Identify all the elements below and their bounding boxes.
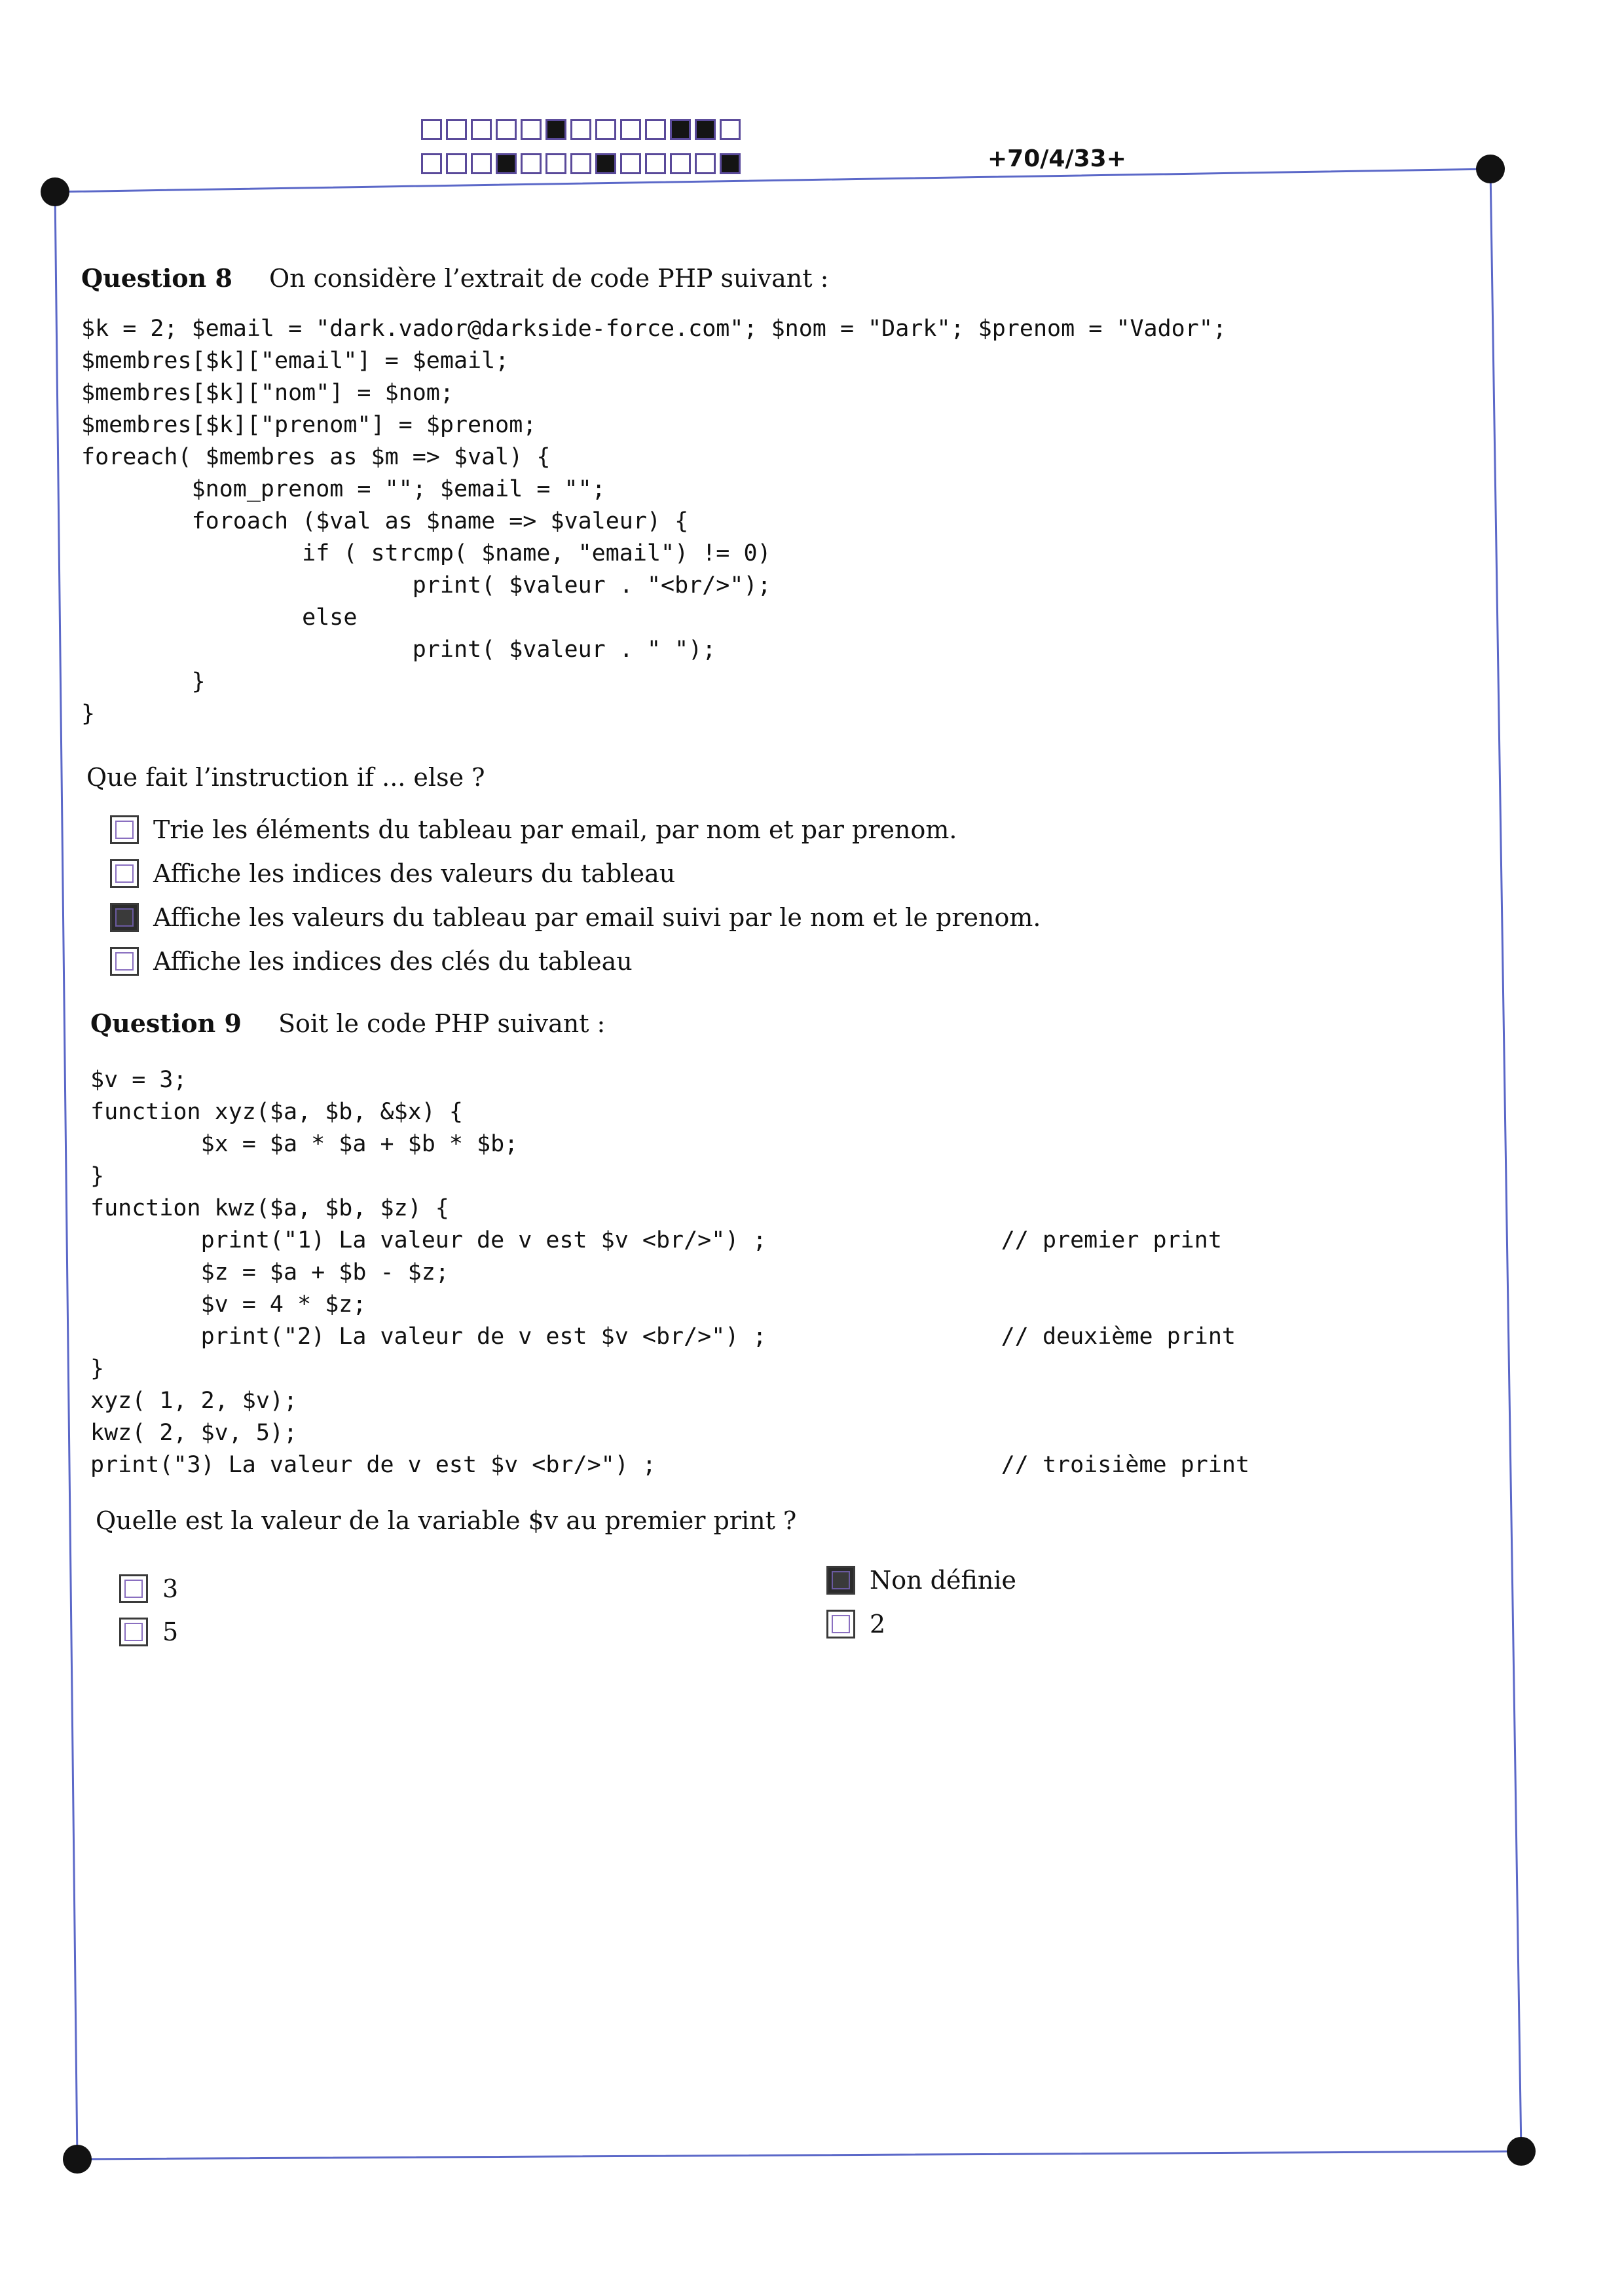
barcode-cell-empty: [695, 153, 716, 174]
checkbox[interactable]: [119, 1574, 148, 1603]
barcode-cell-filled: [595, 153, 616, 174]
q8-answer-4[interactable]: [110, 947, 633, 976]
q9-answer-3[interactable]: [826, 1566, 1016, 1595]
barcode-cell-empty: [570, 153, 591, 174]
q9-answer-4[interactable]: [826, 1610, 885, 1639]
barcode-cell-filled: [496, 153, 517, 174]
question-intro: Soit le code PHP suivant :: [278, 1009, 606, 1038]
answer-label: Affiche les indices des valeurs du tableau: [153, 859, 676, 888]
checkbox[interactable]: [119, 1618, 148, 1646]
checkbox-checked[interactable]: [110, 903, 139, 932]
corner-mark-top-right: [1476, 155, 1505, 183]
barcode-cell-empty: [446, 119, 467, 140]
barcode-cell-filled: [670, 119, 691, 140]
q8-answer-3[interactable]: [110, 903, 1041, 932]
barcode-cell-empty: [496, 119, 517, 140]
barcode-cell-empty: [645, 119, 666, 140]
barcode-cell-empty: [421, 119, 442, 140]
checkbox[interactable]: [110, 947, 139, 976]
barcode-cell-filled: [695, 119, 716, 140]
barcode-cell-empty: [521, 153, 542, 174]
answer-label: Non définie: [870, 1566, 1016, 1595]
question-9-prompt: Quelle est la valeur de la variable $v au premier print ?: [96, 1506, 797, 1535]
checkbox[interactable]: [826, 1610, 855, 1639]
barcode-cell-empty: [545, 153, 566, 174]
barcode-cell-empty: [595, 119, 616, 140]
answer-label: Affiche les indices des clés du tableau: [153, 947, 633, 976]
question-intro: On considère l’extrait de code PHP suivant :: [268, 264, 829, 293]
barcode-row-2: [421, 153, 741, 174]
answer-label: 5: [162, 1618, 179, 1646]
barcode-cell-empty: [446, 153, 467, 174]
checkbox[interactable]: [110, 815, 139, 844]
corner-mark-bottom-right: [1507, 2137, 1536, 2166]
q9-answer-2[interactable]: [119, 1618, 178, 1646]
corner-mark-bottom-left: [63, 2145, 92, 2174]
question-9-title: [90, 1009, 605, 1038]
question-8-title: [81, 263, 828, 293]
answer-label: Affiche les valeurs du tableau par email suivi par le nom et le prenom.: [153, 903, 1041, 932]
barcode-cell-filled: [545, 119, 566, 140]
checkbox-checked[interactable]: [826, 1566, 855, 1595]
barcode-cell-empty: [620, 119, 641, 140]
barcode-cell-empty: [521, 119, 542, 140]
page-id: +70/4/33+: [987, 145, 1126, 172]
barcode-cell-empty: [720, 119, 741, 140]
barcode-cell-empty: [570, 119, 591, 140]
corner-mark-top-left: [41, 177, 69, 206]
answer-label: 3: [162, 1574, 179, 1603]
barcode-cell-empty: [471, 119, 492, 140]
barcode-cell-empty: [421, 153, 442, 174]
barcode-cell-empty: [670, 153, 691, 174]
q8-answer-1[interactable]: [110, 815, 957, 844]
checkbox[interactable]: [110, 859, 139, 888]
barcode-row-1: [421, 119, 741, 140]
barcode-cell-empty: [645, 153, 666, 174]
q9-answer-1[interactable]: [119, 1574, 178, 1603]
question-number: Question 9: [90, 1009, 242, 1038]
question-9-code: $v = 3; function xyz($a, $b, &$x) { $x = $a * $a + $b * $b; } function kwz($a, $b, $z) { print("1) La valeur de v est $v <br/>") ; // premier print $z = $a + $b - $z; $v = 4 * $z; print("2) La valeur de v est $v <br/>") ; // deuxième print } xyz( 1, 2, $v); kwz( 2, $v, 5); print("3) La valeur de v est $v <br/>") ; // troisième print: [90, 1067, 1250, 1478]
q8-answer-2[interactable]: [110, 859, 675, 888]
answer-label: 2: [870, 1610, 886, 1639]
question-number: Question 8: [81, 263, 232, 293]
answer-label: Trie les éléments du tableau par email, par nom et par prenom.: [153, 815, 957, 844]
question-8-prompt: Que fait l’instruction if ... else ?: [86, 763, 485, 792]
barcode-cell-empty: [620, 153, 641, 174]
barcode-cell-filled: [720, 153, 741, 174]
barcode-cell-empty: [471, 153, 492, 174]
question-8-code: $k = 2; $email = "dark.vador@darkside-force.com"; $nom = "Dark"; $prenom = "Vador"; $membres[$k]["email"] = $email; $membres[$k]["nom"] = $nom; $membres[$k]["prenom"] = $prenom; foreach( $membres as $m => $val) { $nom_prenom = ""; $email = ""; foroach ($val as $name => $valeur) { if ( strcmp( $name, "email") != 0) print( $valeur . "<br/>"); else print( $valeur . " "); } }: [81, 316, 1227, 727]
